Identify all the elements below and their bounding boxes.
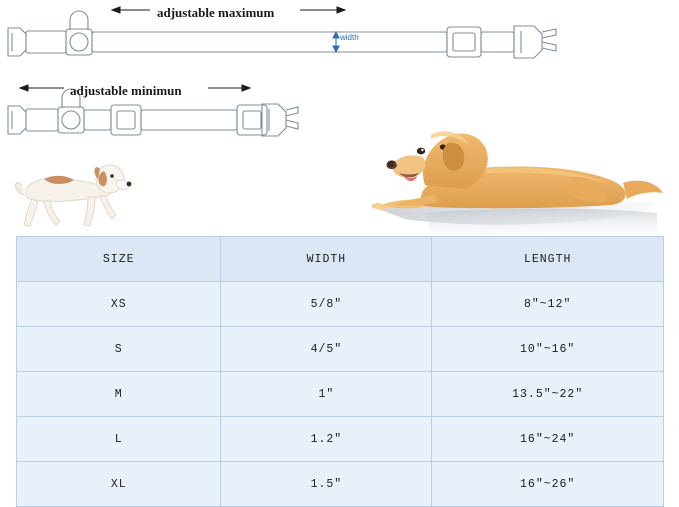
table-header-row (17, 237, 664, 282)
cell-length: 13.5"~22" (432, 372, 664, 417)
cell-size: XL (17, 462, 221, 507)
column-header-width: WIDTH (221, 237, 432, 282)
cell-size: M (17, 372, 221, 417)
cell-size: S (17, 327, 221, 372)
cell-size: XS (17, 282, 221, 327)
cell-width: 5/8" (221, 282, 432, 327)
cell-length: 8"~12" (432, 282, 664, 327)
vertical-arrow-icon (333, 32, 339, 52)
double-arrow-icon (242, 85, 250, 91)
double-arrow-icon (20, 85, 28, 91)
cell-length: 10"~16" (432, 327, 664, 372)
running-dog-illustration (8, 155, 138, 235)
cell-width: 1.2" (221, 417, 432, 462)
cell-length: 16"~26" (432, 462, 664, 507)
table-row (17, 282, 664, 327)
cell-width: 1" (221, 372, 432, 417)
cell-width: 4/5" (221, 327, 432, 372)
table-row (17, 462, 664, 507)
table-row (17, 372, 664, 417)
cell-size: L (17, 417, 221, 462)
column-header-length: LENGTH (432, 237, 664, 282)
double-arrow-icon (337, 7, 345, 13)
lying-golden-retriever-illustration (365, 95, 665, 245)
double-arrow-icon (112, 7, 120, 13)
size-chart-table (16, 236, 664, 507)
width-label: width (340, 33, 359, 42)
cell-width: 1.5" (221, 462, 432, 507)
table-row (17, 417, 664, 462)
cell-length: 16"~24" (432, 417, 664, 462)
adjustable-minimum-label: adjustable minimun (70, 83, 182, 98)
table-row (17, 327, 664, 372)
column-header-size: SIZE (17, 237, 221, 282)
adjustable-maximum-label: adjustable maximum (157, 5, 275, 20)
